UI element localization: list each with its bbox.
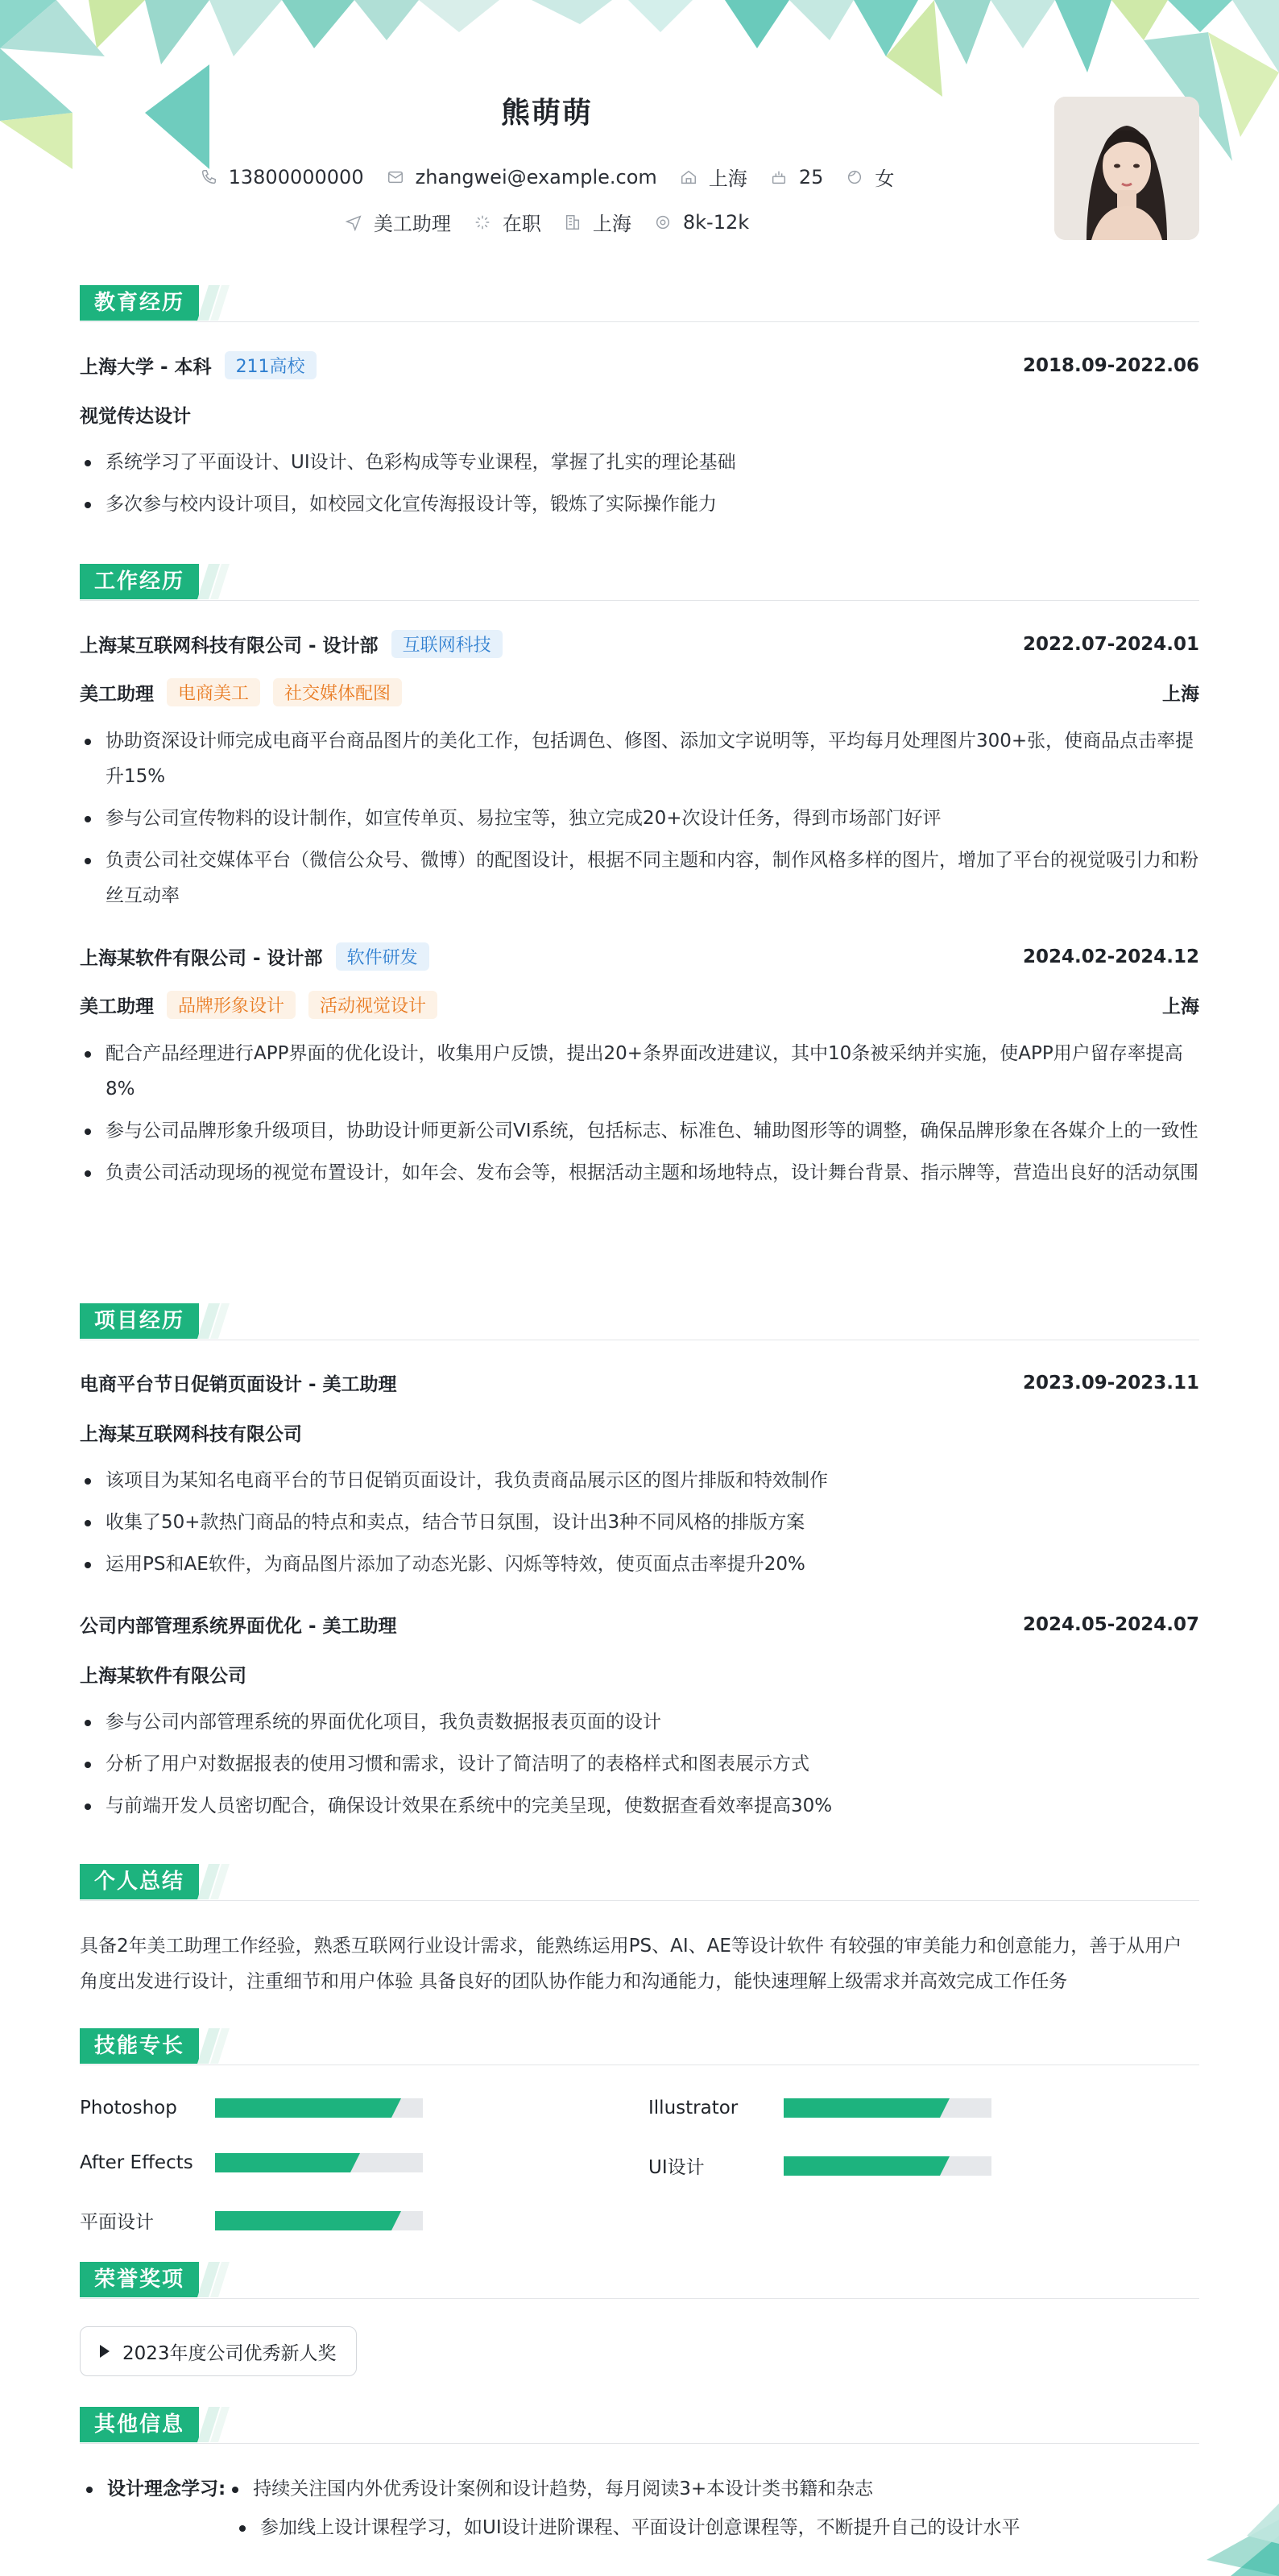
- section-title-decoration: [197, 1864, 230, 1899]
- skills-section: [80, 2028, 1199, 2065]
- role-row: [80, 991, 1199, 1019]
- gender-item: [846, 163, 894, 191]
- person-icon: [846, 168, 863, 186]
- list-item: 参与公司宣传物料的设计制作，如宣传单页、易拉宝等，独立完成20+次设计任务，得到市场部门好评: [80, 801, 1199, 836]
- list-item: 协助资深设计师完成电商平台商品图片的美化工作，包括调色、修图、添加文字说明等，平均每月处理图片300+张，使商品点击率提升15%: [80, 723, 1199, 794]
- section-title: 工作经历: [80, 564, 199, 599]
- section-header: [80, 564, 1199, 601]
- job-intent-line: [80, 208, 1014, 236]
- section-divider: [80, 321, 1199, 322]
- summary-text: 具备2年美工助理工作经验，熟悉互联网行业设计需求，能熟练运用PS、AI、AE等设计软件 有较强的审美能力和创意能力，善于从用户角度出发进行设计，注重细节和用户体验 具备良好的团队协作能力和沟通能力，能快速理解上级需求并高效完成工作任务: [80, 1936, 1182, 1992]
- skill-bar: [215, 2153, 423, 2172]
- skill-bar: [215, 2211, 423, 2230]
- skill-item: [648, 2152, 991, 2179]
- section-title: 其他信息: [80, 2407, 199, 2442]
- job-date: 2024.02-2024.12: [1022, 946, 1199, 967]
- target-city-item: [564, 208, 631, 236]
- company-name: 上海某互联网科技有限公司 - 设计部: [80, 636, 379, 656]
- email-item: [387, 166, 657, 188]
- other-line: [80, 2471, 1199, 2507]
- section-title-decoration: [197, 285, 230, 321]
- skill-bar: [215, 2098, 423, 2118]
- section-divider: [80, 600, 1199, 601]
- skill-bar: [784, 2098, 991, 2118]
- list-item: 分析了用户对数据报表的使用习惯和需求，设计了简洁明了的表格样式和图表展示方式: [80, 1746, 1199, 1782]
- corner-decoration: [1190, 2487, 1279, 2576]
- building-icon: [564, 213, 582, 231]
- role-row: [80, 678, 1199, 706]
- project-bullets: [80, 1704, 1199, 1824]
- other-item: 参加线上设计课程学习，如UI设计进阶课程、平面设计创意课程等，不断提升自己的设计水平: [260, 2517, 1020, 2538]
- section-header: [80, 285, 1199, 322]
- gender-text: 女: [875, 168, 895, 190]
- project-name: 电商平台节日促销页面设计 - 美工助理: [80, 1374, 397, 1395]
- phone-icon: [200, 168, 217, 186]
- education-bullets: [80, 445, 1199, 522]
- project-date: 2024.05-2024.07: [1022, 1613, 1199, 1635]
- list-item: 该项目为某知名电商平台的节日促销页面设计，我负责商品展示区的图片排版和特效制作: [80, 1463, 1199, 1498]
- list-item: 与前端开发人员密切配合，确保设计效果在系统中的完美呈现，使数据查看效率提高30%: [80, 1788, 1199, 1824]
- other-line: [80, 2510, 1199, 2545]
- status-item: [474, 208, 541, 236]
- project-bullets: [80, 1463, 1199, 1582]
- industry-tag: 互联网科技: [391, 630, 503, 658]
- play-icon: [100, 2345, 110, 2358]
- other-section: [80, 2407, 1199, 2444]
- age-item: [770, 166, 824, 188]
- coin-icon: [654, 213, 672, 231]
- list-item: 多次参与校内设计项目，如校园文化宣传海报设计等，锻炼了实际操作能力: [80, 487, 1199, 522]
- job-location: 上海: [1162, 684, 1199, 705]
- list-item: 配合产品经理进行APP界面的优化设计，收集用户反馈，提出20+条界面改进建议，其中10条被采纳并实施，使APP用户留存率提高8%: [80, 1036, 1199, 1107]
- other-info: [80, 2471, 1199, 2545]
- role-tag: 电商美工: [167, 678, 260, 706]
- section-header: [80, 1864, 1199, 1901]
- phone-text: 13800000000: [228, 165, 364, 188]
- list-item: 收集了50+款热门商品的特点和卖点，结合节日氛围，设计出3种不同风格的排版方案: [80, 1505, 1199, 1540]
- section-header: [80, 2262, 1199, 2299]
- school-tag: 211高校: [225, 351, 317, 379]
- skill-item: [648, 2098, 991, 2118]
- city-text: 上海: [708, 168, 747, 190]
- projects-section: [80, 1303, 1199, 1340]
- company-name: 上海某软件有限公司 - 设计部: [80, 948, 323, 969]
- section-title: 技能专长: [80, 2028, 199, 2064]
- job-bullets: [80, 723, 1199, 913]
- section-title-decoration: [197, 2028, 230, 2064]
- phone-item: [200, 166, 364, 188]
- skill-name: After Effects: [80, 2152, 193, 2173]
- mail-icon: [387, 168, 404, 186]
- skill-item: [80, 2207, 423, 2234]
- project-row: [80, 1611, 1199, 1638]
- position-item: [345, 208, 451, 236]
- age-text: 25: [798, 165, 824, 188]
- skill-name: UI设计: [648, 2157, 705, 2178]
- section-header: [80, 2407, 1199, 2444]
- skill-name: Photoshop: [80, 2098, 177, 2118]
- bullet-dot: [86, 2487, 93, 2493]
- award-text: 2023年度公司优秀新人奖: [122, 2342, 337, 2364]
- education-row: [80, 351, 1199, 379]
- skill-name: 平面设计: [80, 2212, 154, 2233]
- section-header: [80, 1303, 1199, 1340]
- job-date: 2022.07-2024.01: [1022, 633, 1199, 655]
- cake-icon: [770, 168, 788, 186]
- project-row: [80, 1369, 1199, 1396]
- awards-section: [80, 2262, 1199, 2299]
- home-icon: [680, 168, 697, 186]
- skill-level-fill: [784, 2156, 940, 2176]
- email-text: zhangwei@example.com: [415, 165, 657, 188]
- skill-item: [80, 2152, 423, 2173]
- skill-level-fill: [215, 2153, 350, 2172]
- send-icon: [345, 213, 362, 231]
- skill-name: Illustrator: [648, 2098, 739, 2118]
- role-tag: 品牌形象设计: [167, 991, 296, 1019]
- section-divider: [80, 2443, 1199, 2444]
- project-company: 上海某互联网科技有限公司: [80, 1424, 302, 1445]
- list-item: 运用PS和AE软件，为商品图片添加了动态光影、闪烁等特效，使页面点击率提升20%: [80, 1547, 1199, 1582]
- industry-tag: 软件研发: [336, 942, 429, 971]
- bullet-dot: [239, 2525, 246, 2532]
- role-name: 美工助理: [80, 684, 154, 705]
- other-label: 设计理念学习:: [107, 2479, 226, 2499]
- other-item: 持续关注国内外优秀设计案例和设计趋势，每月阅读3+本设计类书籍和杂志: [253, 2479, 874, 2499]
- skill-bar: [784, 2156, 991, 2176]
- skill-level-fill: [215, 2211, 391, 2230]
- education-section: [80, 285, 1199, 322]
- list-item: 负责公司社交媒体平台（微信公众号、微博）的配图设计，根据不同主题和内容，制作风格多样的图片，增加了平台的视觉吸引力和粉丝互动率: [80, 843, 1199, 913]
- position-text: 美工助理: [373, 213, 451, 235]
- salary-item: [654, 211, 749, 234]
- salary-text: 8k-12k: [682, 210, 750, 234]
- list-item: 负责公司活动现场的视觉布置设计，如年会、发布会等，根据活动主题和场地特点，设计舞台背景、指示牌等，营造出良好的活动氛围: [80, 1155, 1199, 1191]
- candidate-name: 熊萌萌: [500, 97, 593, 130]
- work-section: [80, 564, 1199, 601]
- target-city-text: 上海: [592, 213, 631, 235]
- profile-photo: [1054, 97, 1199, 240]
- city-item: [680, 163, 747, 191]
- section-title: 教育经历: [80, 285, 199, 321]
- section-title-decoration: [197, 2407, 230, 2442]
- award-item[interactable]: [80, 2326, 357, 2376]
- section-divider: [80, 1900, 1199, 1901]
- section-title: 个人总结: [80, 1864, 199, 1899]
- major: 视觉传达设计: [80, 406, 191, 427]
- section-title: 荣誉奖项: [80, 2262, 199, 2297]
- list-item: 参与公司品牌形象升级项目，协助设计师更新公司VI系统，包括标志、标准色、辅助图形等的调整，确保品牌形象在各媒介上的一致性: [80, 1113, 1199, 1149]
- skill-level-fill: [215, 2098, 391, 2118]
- contact-line: [80, 163, 1014, 191]
- school-name: 上海大学 - 本科: [80, 357, 212, 378]
- role-tag: 活动视觉设计: [308, 991, 437, 1019]
- job-row: [80, 942, 1199, 971]
- list-item: 参与公司内部管理系统的界面优化项目，我负责数据报表页面的设计: [80, 1704, 1199, 1740]
- project-date: 2023.09-2023.11: [1022, 1372, 1199, 1394]
- project-company: 上海某软件有限公司: [80, 1666, 246, 1687]
- section-title-decoration: [197, 1303, 230, 1339]
- role-name: 美工助理: [80, 996, 154, 1017]
- education-date: 2018.09-2022.06: [1022, 354, 1199, 376]
- loading-icon: [474, 213, 491, 231]
- status-text: 在职: [502, 213, 541, 235]
- project-name: 公司内部管理系统界面优化 - 美工助理: [80, 1616, 397, 1637]
- job-location: 上海: [1162, 996, 1199, 1017]
- bullet-dot: [232, 2487, 238, 2493]
- job-bullets: [80, 1036, 1199, 1191]
- section-title-decoration: [197, 2262, 230, 2297]
- skill-level-fill: [784, 2098, 940, 2118]
- job-row: [80, 630, 1199, 658]
- role-tag: 社交媒体配图: [273, 678, 402, 706]
- skill-item: [80, 2098, 423, 2118]
- list-item: 系统学习了平面设计、UI设计、色彩构成等专业课程，掌握了扎实的理论基础: [80, 445, 1199, 480]
- section-title: 项目经历: [80, 1303, 199, 1339]
- summary-section: [80, 1864, 1199, 1901]
- section-header: [80, 2028, 1199, 2065]
- section-divider: [80, 2298, 1199, 2299]
- section-title-decoration: [197, 564, 230, 599]
